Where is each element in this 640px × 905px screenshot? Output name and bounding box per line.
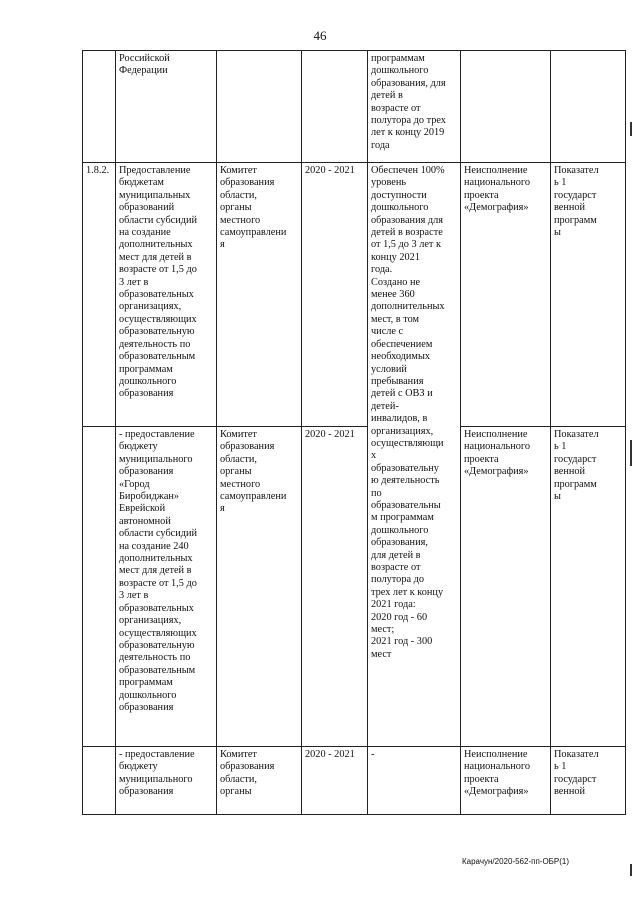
- cell-num: [83, 51, 116, 163]
- measures-table: [82, 50, 626, 815]
- document-reference: Карачун/2020-562-пп-ОБР(1): [462, 857, 570, 866]
- measure-indicator: Показател ь 1 государст венной: [551, 747, 626, 815]
- scan-edge-mark: [630, 440, 632, 466]
- measure-name: - предоставление бюджету муниципального образования: [116, 747, 217, 815]
- table-row-1-8-2: [83, 163, 626, 427]
- cell-name: Российской Федерации: [116, 51, 217, 163]
- measure-name: Предоставление бюджетам муниципальных образований области субсидий на создание дополнительных мест для детей в возрасте от 1,5 до 3 лет в образовательных организациях, осуществляющих образовательную деятельность по образовательным программам дошкольного образования: [116, 163, 217, 427]
- table-row-last: [83, 747, 626, 815]
- page-number: 46: [313, 28, 327, 43]
- measure-risk: Неисполнение национального проекта «Демография»: [461, 747, 551, 815]
- cell-executor: [217, 51, 302, 163]
- measure-indicator: Показател ь 1 государст венной программ ы: [551, 163, 626, 427]
- measure-period: 2020 - 2021: [302, 427, 368, 747]
- measure-risk: Неисполнение национального проекта «Демография»: [461, 427, 551, 747]
- cell-num: [83, 427, 116, 747]
- measure-period: 2020 - 2021: [302, 163, 368, 427]
- cell-period: [302, 51, 368, 163]
- measure-period: 2020 - 2021: [302, 747, 368, 815]
- measure-executor: Комитет образования области, органы местного самоуправлени я: [217, 163, 302, 427]
- measure-indicator: Показател ь 1 государст венной программ ы: [551, 427, 626, 747]
- measure-executor: Комитет образования области, органы: [217, 747, 302, 815]
- table-row-continuation: [83, 51, 626, 163]
- item-number: 1.8.2.: [83, 163, 116, 427]
- scan-edge-mark: [630, 864, 632, 876]
- cell-result: программам дошкольного образования, для детей в возрасте от полутора до трех лет к концу 2019 года: [368, 51, 461, 163]
- cell-indicator: [551, 51, 626, 163]
- table-row-birobidzhan: [83, 427, 626, 747]
- scan-edge-mark: [630, 122, 632, 136]
- measure-result: Обеспечен 100% уровень доступности дошкольного образования для детей в возрасте от 1,5 до 3 лет к концу 2021 года. Создано не менее 360 дополнительных мест, в том числе с обеспечением необходимых условий пребывания детей с ОВЗ и детей- инвалидов, в организациях, осуществляющи х образовательну ю деятельность по образовательны м программам дошкольного образования, для детей в возрасте от полутора до трех лет к концу 2021 года: 2020 год - 60 мест; 2021 год - 300 мест: [368, 163, 461, 747]
- cell-num: [83, 747, 116, 815]
- measure-name: - предоставление бюджету муниципального образования «Город Биробиджан» Еврейской автономной области субсидий на создание 240 дополнительных мест для детей в возрасте от 1,5 до 3 лет в образовательных организациях, осуществляющих образовательную деятельность по образовательным программам дошкольного образования: [116, 427, 217, 747]
- measure-executor: Комитет образования области, органы местного самоуправлени я: [217, 427, 302, 747]
- cell-risk: [461, 51, 551, 163]
- measure-risk: Неисполнение национального проекта «Демография»: [461, 163, 551, 427]
- measure-result: -: [368, 747, 461, 815]
